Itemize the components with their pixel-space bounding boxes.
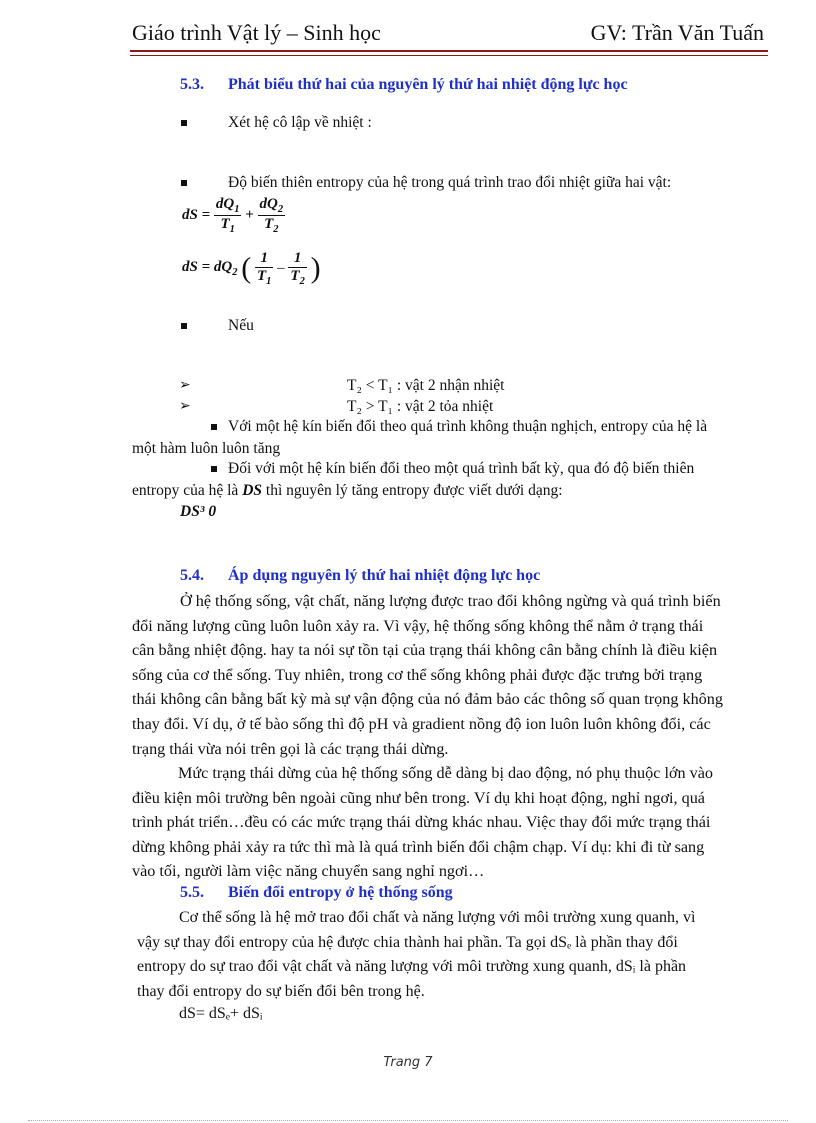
case-t2-greater: T₂ > T₁ : vật 2 tỏa nhiệt xyxy=(347,398,494,415)
equation-entropy-split: dS= dSₑ+ dSᵢ xyxy=(179,1005,263,1022)
paragraph-5-4-2 xyxy=(132,761,713,884)
paragraph-line: thái không cân bằng bất kỳ mà sự vận động của nó đảm bảo các thông số quan trọng không xyxy=(132,690,723,709)
section-5-3-heading xyxy=(180,76,628,94)
bullet-text-1: Xét hệ cô lập về nhiệt : xyxy=(228,114,372,131)
bullet-text-3: Nếu xyxy=(228,317,254,334)
bullet-text-4-line2: một hàm luôn luôn tăng xyxy=(132,440,281,457)
paragraph-line: sống của cơ thể sống. Tuy nhiên, trong cơ thể sống không phải được đặc trưng bởi trạng xyxy=(132,665,703,684)
arrow-bullet-icon: ➢ xyxy=(179,399,191,414)
paragraph-line: điều kiện môi trường bên ngoài cũng như bên trong. Ví dụ khi hoạt động, nghỉ ngơi, quá xyxy=(132,788,705,807)
text-fragment: thì nguyên lý tăng entropy được viết dưới dạng: xyxy=(265,482,563,499)
equation-entropy-sum: dS = $\frac{dQ_1}{T_1}$ + $\frac{dQ_2}{T_2}$ xyxy=(182,196,284,235)
paragraph-line: vậy sự thay đổi entropy của hệ được chia thành hai phần. Ta gọi dSₑ là phần thay đổi xyxy=(137,933,678,951)
paragraph-line: trạng thái vừa nói trên gọi là các trạng thái dừng. xyxy=(132,739,449,758)
equation-entropy-factored: dS = $dQ_2$ ( $\frac{1}{T_1}$ – $\frac{1}{T_2}$ ) xyxy=(182,250,321,287)
arrow-bullet-icon: ➢ xyxy=(179,378,191,393)
paragraph-line: đổi năng lượng cũng luôn luôn xảy ra. Vì vậy, hệ thống sống không thể nằm ở trạng thái xyxy=(132,616,704,635)
section-5-5-heading xyxy=(180,884,453,902)
paragraph-line: Mức trạng thái dừng của hệ thống sống dễ dàng bị dao động, nó phụ thuộc lớn vào xyxy=(178,764,714,782)
section-title: Biến đổi entropy ở hệ thống sống xyxy=(228,884,453,901)
bullet-text-4-line1: Với một hệ kín biến đổi theo quá trình không thuận nghịch, entropy của hệ là xyxy=(228,418,708,435)
paragraph-line: dừng không phải xảy ra tức thì mà là quá trình biến đổi chậm chạp. Ví dụ: khi đi từ sang xyxy=(132,837,705,856)
text-fragment: entropy của hệ là xyxy=(132,482,239,499)
bullet-icon xyxy=(181,180,187,186)
paragraph-5-5-1 xyxy=(137,906,695,1004)
paragraph-line: Cơ thể sống là hệ mở trao đổi chất và năng lượng với môi trường xung quanh, vì xyxy=(179,909,696,926)
bullet-icon xyxy=(211,424,217,430)
paragraph-5-4-1 xyxy=(132,589,723,761)
section-number: 5.3. xyxy=(180,76,204,93)
bullet-text-5-line2 xyxy=(132,482,563,500)
bullet-icon xyxy=(181,323,187,329)
header-rule-thick xyxy=(130,50,768,52)
paragraph-line: thay đổi entropy do sự biến đổi bên trong hệ. xyxy=(137,982,425,1000)
paragraph-line: entropy do sự trao đổi vật chất và năng lượng với môi trường xung quanh, dSᵢ là phần xyxy=(137,958,687,976)
paragraph-line: Ở hệ thống sống, vật chất, năng lượng được trao đổi không ngừng và quá trình biến xyxy=(180,592,721,610)
entropy-symbol: DS xyxy=(242,482,263,499)
header-rule-thin xyxy=(130,55,768,56)
header-author: GV: Trần Văn Tuấn xyxy=(590,20,764,45)
footer-rule xyxy=(28,1120,788,1121)
section-title: Phát biểu thứ hai của nguyên lý thứ hai nhiệt động lực học xyxy=(228,76,628,93)
bullet-text-5-line1: Đối với một hệ kín biến đổi theo một quá trình bất kỳ, qua đó độ biến thiên xyxy=(228,460,695,477)
entropy-inequality: DS³ 0 xyxy=(180,503,217,520)
section-number: 5.5. xyxy=(180,884,204,901)
paragraph-line: vào tối, người làm việc năng chuyển sang nghỉ ngơi… xyxy=(132,862,485,881)
bullet-icon xyxy=(181,120,187,126)
paragraph-line: trình phát triển…đều có các mức trạng thái dừng khác nhau. Việc thay đổi mức trạng thái xyxy=(132,813,711,832)
section-title: Áp dụng nguyên lý thứ hai nhiệt động lực học xyxy=(228,567,541,584)
bullet-text-2: Độ biến thiên entropy của hệ trong quá trình trao đổi nhiệt giữa hai vật: xyxy=(228,174,672,191)
bullet-icon xyxy=(211,466,217,472)
header-title: Giáo trình Vật lý – Sinh học xyxy=(132,20,381,45)
paragraph-line: cân bằng nhiệt động. hay ta nói sự tồn tại của trạng thái không cân bằng chính là điều kiện xyxy=(132,641,718,660)
section-5-4-heading xyxy=(180,567,540,585)
section-number: 5.4. xyxy=(180,567,204,584)
paragraph-line: thay đổi. Ví dụ, ở tế bào sống thì độ pH và gradient nồng độ ion luôn luôn không đổi, các xyxy=(132,714,711,733)
page-number: Trang 7 xyxy=(383,1055,433,1070)
case-t2-less: T₂ < T₁ : vật 2 nhận nhiệt xyxy=(347,377,505,394)
